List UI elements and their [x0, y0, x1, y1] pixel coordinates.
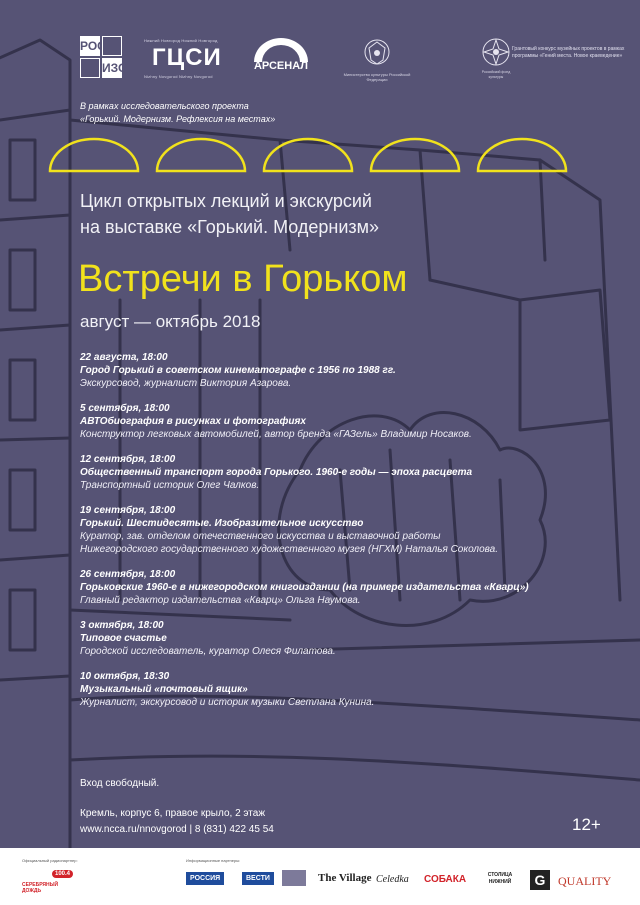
event-item: [80, 568, 625, 607]
event-date: 3 октября, 18:00: [80, 620, 164, 631]
event-topic: Типовое счастье: [80, 633, 167, 644]
event-speaker: Экскурсовод, журналист Виктория Азарова.: [80, 378, 292, 389]
ministry-logo: [342, 36, 412, 96]
contacts-link[interactable]: www.ncca.ru/nnovgorod | 8 (831) 422 45 54: [80, 824, 274, 835]
arsenal-logo: [250, 36, 312, 80]
culture-fund-caption: Российский фонд культуры: [481, 70, 511, 79]
event-speaker: Конструктор легковых автомобилей, автор бренда «ГАЗель» Владимир Носаков.: [80, 429, 472, 440]
event-date: 22 августа, 18:00: [80, 352, 168, 363]
partner-logos: [80, 36, 640, 96]
date-range: август — октябрь 2018: [80, 312, 261, 331]
partner-village: The Village: [318, 872, 372, 884]
rosizo-square: [80, 58, 100, 78]
gcsi-tiny-bottom: Nizhny Novgorod Nizhny Novgorod: [144, 74, 213, 79]
event-speaker: Городской исследователь, куратор Олеся Филатова.: [80, 646, 336, 657]
event-topic: Общественный транспорт города Горького. 1960-е годы — эпоха расцвета: [80, 467, 473, 478]
arch-3: [264, 139, 352, 171]
series-heading: [80, 188, 379, 240]
rosizo-letters-top: РОС: [80, 36, 100, 56]
event-speaker: Журналист, экскурсовод и историк музыки Светлана Кунина.: [80, 697, 375, 708]
partner-celedka: Celedka: [376, 874, 409, 885]
partner-badge: [282, 870, 306, 886]
event-item: [80, 453, 625, 492]
rosizo-letters-bottom: ИЗО: [102, 58, 122, 78]
arsenal-arch-icon: [250, 36, 312, 80]
series-line-2: на выставке «Горький. Модернизм»: [80, 217, 380, 237]
series-line-1: Цикл открытых лекций и экскурсий: [80, 191, 372, 211]
info-partners-caption: Информационные партнеры:: [186, 858, 241, 863]
rosizo-square: [102, 36, 122, 56]
rosette-icon: [476, 36, 516, 68]
partner-rossiya: РОССИЯ: [186, 872, 224, 885]
radio-frequency: 100.4: [52, 870, 73, 878]
project-line-1: В рамках исследовательского проекта: [80, 101, 249, 111]
event-speaker: Главный редактор издательства «Кварц» Ольга Наумова.: [80, 595, 361, 606]
event-topic: Город Горький в советском кинематографе с 1956 по 1988 гг.: [80, 365, 396, 376]
arch-5: [478, 139, 566, 171]
culture-fund-logo: [476, 36, 516, 96]
event-speaker: Куратор, зав. отделом отечественного искусства и выставочной работы: [80, 531, 441, 542]
yellow-arches: [0, 134, 640, 174]
event-date: 12 сентября, 18:00: [80, 454, 176, 465]
event-date: 26 сентября, 18:00: [80, 569, 176, 580]
event-speaker-line-2: Нижегородского государственного художественного музея (НГХМ) Наталья Соколова.: [80, 544, 498, 555]
partner-quality: QUALITY: [558, 874, 612, 888]
partner-sobaka: СОБАКА: [424, 874, 467, 885]
age-rating: 12+: [572, 815, 601, 834]
event-item: [80, 504, 625, 556]
coat-of-arms-icon: [342, 36, 412, 70]
event-list: [80, 351, 625, 721]
event-item: [80, 619, 625, 658]
arsenal-name: АРСЕНАЛ: [253, 60, 309, 72]
event-item: [80, 351, 625, 390]
event-date: 5 сентября, 18:00: [80, 403, 170, 414]
radio-name: СЕРЕБРЯНЫЙ ДОЖДЬ: [22, 882, 59, 894]
event-topic: АВТОбиография в рисунках и фотографиях: [80, 416, 306, 427]
event-item: [80, 670, 625, 709]
arch-4: [371, 139, 459, 171]
project-note: [80, 100, 340, 126]
radio-partner-caption: Официальный радиопартнер:: [22, 858, 78, 863]
ministry-caption: Министерство культуры Российской Федерации: [343, 72, 411, 82]
free-entry-note: Вход свободный.: [80, 778, 160, 789]
event-item: [80, 402, 625, 441]
event-date: 19 сентября, 18:00: [80, 505, 176, 516]
gcsi-tiny-top: Нижний Новгород Нижний Новгород: [144, 38, 218, 43]
rosizo-logo: [80, 36, 128, 80]
partner-stolica: СТОЛИЦА НИЖНИЙ: [487, 872, 513, 885]
venue-address: Кремль, корпус 6, правое крыло, 2 этаж: [80, 808, 266, 819]
event-topic: Горький. Шестидесятые. Изобразительное искусство: [80, 518, 364, 529]
event-topic: Музыкальный «почтовый ящик»: [80, 684, 248, 695]
arch-2: [157, 139, 245, 171]
partner-vesti: ВЕСТИ: [242, 872, 274, 885]
page-title: Встречи в Горьком: [78, 258, 408, 300]
gcsi-name: ГЦСИ: [152, 44, 222, 71]
grant-text: Грантовый конкурс музейных проектов в рамках программы «Гений места. Новое краеведение»: [512, 46, 625, 59]
event-speaker: Транспортный историк Олег Чалков.: [80, 480, 260, 491]
arch-1: [50, 139, 138, 171]
sponsor-footer: [0, 848, 640, 905]
project-line-2: «Горький. Модернизм. Рефлексия на местах»: [80, 114, 276, 124]
radio-logo: [22, 868, 82, 898]
event-date: 10 октября, 18:30: [80, 671, 170, 682]
g-logo-icon: G: [530, 870, 550, 890]
event-topic: Горьковские 1960-е в нижегородском книгоиздании (на примере издательства «Кварц»): [80, 582, 529, 593]
